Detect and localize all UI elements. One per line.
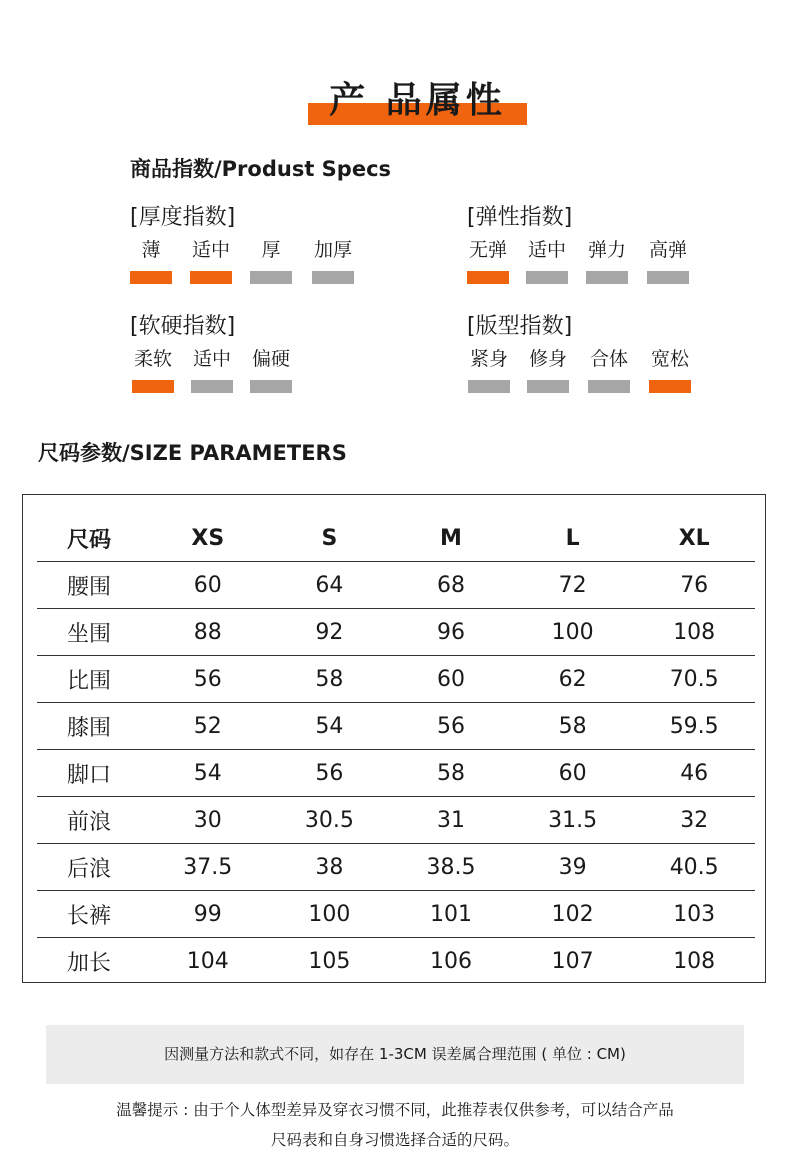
table-cell: 107 — [551, 948, 594, 974]
table-cell: 88 — [147, 609, 269, 656]
spec-option-bar-active — [467, 271, 509, 284]
table-cell: 101 — [390, 891, 512, 938]
table-cell: 59.5 — [633, 703, 755, 750]
table-cell: 108 — [633, 609, 755, 656]
spec-group-label: [版型指数] — [467, 314, 573, 339]
table-row — [37, 656, 755, 703]
specs-section-title: 商品指数/Produst Specs — [130, 157, 392, 181]
table-row — [37, 750, 755, 797]
spec-option — [527, 346, 569, 393]
table-row — [37, 609, 755, 656]
row-label-cell: 坐围 — [37, 609, 147, 656]
spec-option-label: 薄 — [141, 239, 161, 261]
row-label-cell: 腰围 — [37, 562, 147, 609]
table-cell: 30.5 — [269, 797, 391, 844]
spec-option-bar-active — [130, 271, 172, 284]
spec-option-bar-active — [132, 380, 174, 393]
table-cell: 46 — [633, 750, 755, 797]
spec-option — [526, 237, 568, 284]
row-label-cell: 后浪 — [37, 844, 147, 891]
table-cell: 105 — [308, 948, 351, 974]
spec-option-bar — [526, 271, 568, 284]
spec-options — [467, 346, 727, 396]
spec-option-label: 适中 — [191, 239, 230, 261]
spec-option — [468, 346, 510, 393]
table-cell: 60 — [390, 656, 512, 703]
tip-text — [40, 1095, 750, 1155]
table-header-cell: 尺码 — [37, 516, 147, 562]
spec-option-bar — [250, 271, 292, 284]
spec-option — [647, 237, 689, 284]
table-cell: 100 — [269, 891, 391, 938]
spec-group-label: [软硬指数] — [130, 314, 236, 339]
spec-option-bar-active — [190, 271, 232, 284]
spec-option-bar — [586, 271, 628, 284]
tip-line: 温馨提示 : 由于个人体型差异及穿衣习惯不同，此推荐表仅供参考，可以结合产品 — [116, 1101, 674, 1119]
spec-option — [130, 237, 172, 284]
table-cell: 31.5 — [512, 797, 634, 844]
table-cell: 72 — [512, 562, 634, 609]
spec-option — [649, 346, 691, 393]
spec-options — [130, 346, 390, 396]
table-row — [37, 891, 755, 938]
row-label-cell: 前浪 — [37, 797, 147, 844]
table-row — [37, 797, 755, 844]
spec-option-bar-active — [649, 380, 691, 393]
table-cell: 92 — [269, 609, 391, 656]
size-table — [37, 516, 755, 984]
row-label-cell: 膝围 — [37, 703, 147, 750]
spec-option-label: 修身 — [528, 348, 567, 370]
spec-option-label: 宽松 — [650, 348, 689, 370]
spec-option-label: 合体 — [589, 348, 628, 370]
table-cell: 64 — [269, 562, 391, 609]
table-cell: 52 — [147, 703, 269, 750]
spec-option — [190, 237, 232, 284]
table-cell: 39 — [512, 844, 634, 891]
table-cell: 32 — [633, 797, 755, 844]
table-cell: 54 — [147, 750, 269, 797]
spec-option — [312, 237, 354, 284]
spec-option-label: 加厚 — [313, 239, 352, 261]
table-cell: 68 — [390, 562, 512, 609]
tip-line: 尺码表和自身习惯选择合适的尺码。 — [270, 1131, 519, 1149]
table-header-cell: L — [512, 516, 634, 562]
table-cell: 56 — [147, 656, 269, 703]
spec-option-label: 适中 — [527, 239, 566, 261]
spec-option-bar — [468, 380, 510, 393]
spec-option-bar — [588, 380, 630, 393]
table-cell: 100 — [512, 609, 634, 656]
table-cell: 70.5 — [633, 656, 755, 703]
table-row — [37, 938, 755, 985]
table-header-cell: XS — [147, 516, 269, 562]
spec-option-label: 紧身 — [469, 348, 508, 370]
spec-option — [191, 346, 233, 393]
table-header-cell: S — [269, 516, 391, 562]
row-label-cell: 加长 — [67, 950, 112, 976]
spec-option-label: 厚 — [261, 239, 281, 261]
spec-option-label: 柔软 — [133, 348, 172, 370]
table-row — [37, 703, 755, 750]
table-cell: 40.5 — [633, 844, 755, 891]
table-cell: 108 — [673, 948, 716, 974]
table-cell: 106 — [429, 948, 472, 974]
spec-option — [250, 346, 292, 393]
table-row — [37, 562, 755, 609]
spec-option-bar — [647, 271, 689, 284]
table-cell: 30 — [147, 797, 269, 844]
table-cell: 62 — [512, 656, 634, 703]
spec-option-label: 无弹 — [468, 239, 507, 261]
table-cell: 56 — [390, 703, 512, 750]
spec-option — [467, 237, 509, 284]
table-row — [37, 844, 755, 891]
measurement-note: 因测量方法和款式不同，如存在 1-3CM 误差属合理范围 ( 单位 : CM) — [164, 1045, 626, 1063]
table-header-cell: M — [390, 516, 512, 562]
table-cell: 76 — [633, 562, 755, 609]
spec-option-bar — [312, 271, 354, 284]
table-header-row — [37, 516, 755, 562]
spec-option-bar — [191, 380, 233, 393]
spec-options — [130, 237, 390, 287]
table-cell: 38 — [269, 844, 391, 891]
table-cell: 60 — [512, 750, 634, 797]
spec-option-label: 高弹 — [648, 239, 687, 261]
table-cell: 103 — [633, 891, 755, 938]
table-cell: 56 — [269, 750, 391, 797]
table-cell: 58 — [390, 750, 512, 797]
spec-option-bar — [527, 380, 569, 393]
spec-options — [467, 237, 727, 287]
spec-group-label: [弹性指数] — [467, 205, 573, 230]
size-section-title: 尺码参数/SIZE PARAMETERS — [38, 441, 347, 465]
spec-option-label: 偏硬 — [251, 348, 290, 370]
spec-option — [250, 237, 292, 284]
spec-option-bar — [250, 380, 292, 393]
table-cell: 104 — [186, 948, 229, 974]
table-cell: 60 — [147, 562, 269, 609]
row-label-cell: 比围 — [37, 656, 147, 703]
table-header-cell: XL — [633, 516, 755, 562]
table-cell: 38.5 — [390, 844, 512, 891]
table-cell: 58 — [512, 703, 634, 750]
size-table-body — [37, 562, 755, 985]
table-cell: 54 — [269, 703, 391, 750]
table-cell: 37.5 — [147, 844, 269, 891]
spec-group-label: [厚度指数] — [130, 205, 236, 230]
spec-option — [132, 346, 174, 393]
table-cell: 31 — [390, 797, 512, 844]
table-cell: 96 — [390, 609, 512, 656]
spec-option — [588, 346, 630, 393]
page-title: 产 品属性 — [329, 80, 506, 121]
row-label-cell: 脚口 — [37, 750, 147, 797]
table-cell: 99 — [147, 891, 269, 938]
spec-option — [586, 237, 628, 284]
table-cell: 58 — [269, 656, 391, 703]
spec-option-label: 弹力 — [587, 239, 626, 261]
spec-option-label: 适中 — [192, 348, 231, 370]
table-cell: 102 — [512, 891, 634, 938]
row-label-cell: 长裤 — [37, 891, 147, 938]
